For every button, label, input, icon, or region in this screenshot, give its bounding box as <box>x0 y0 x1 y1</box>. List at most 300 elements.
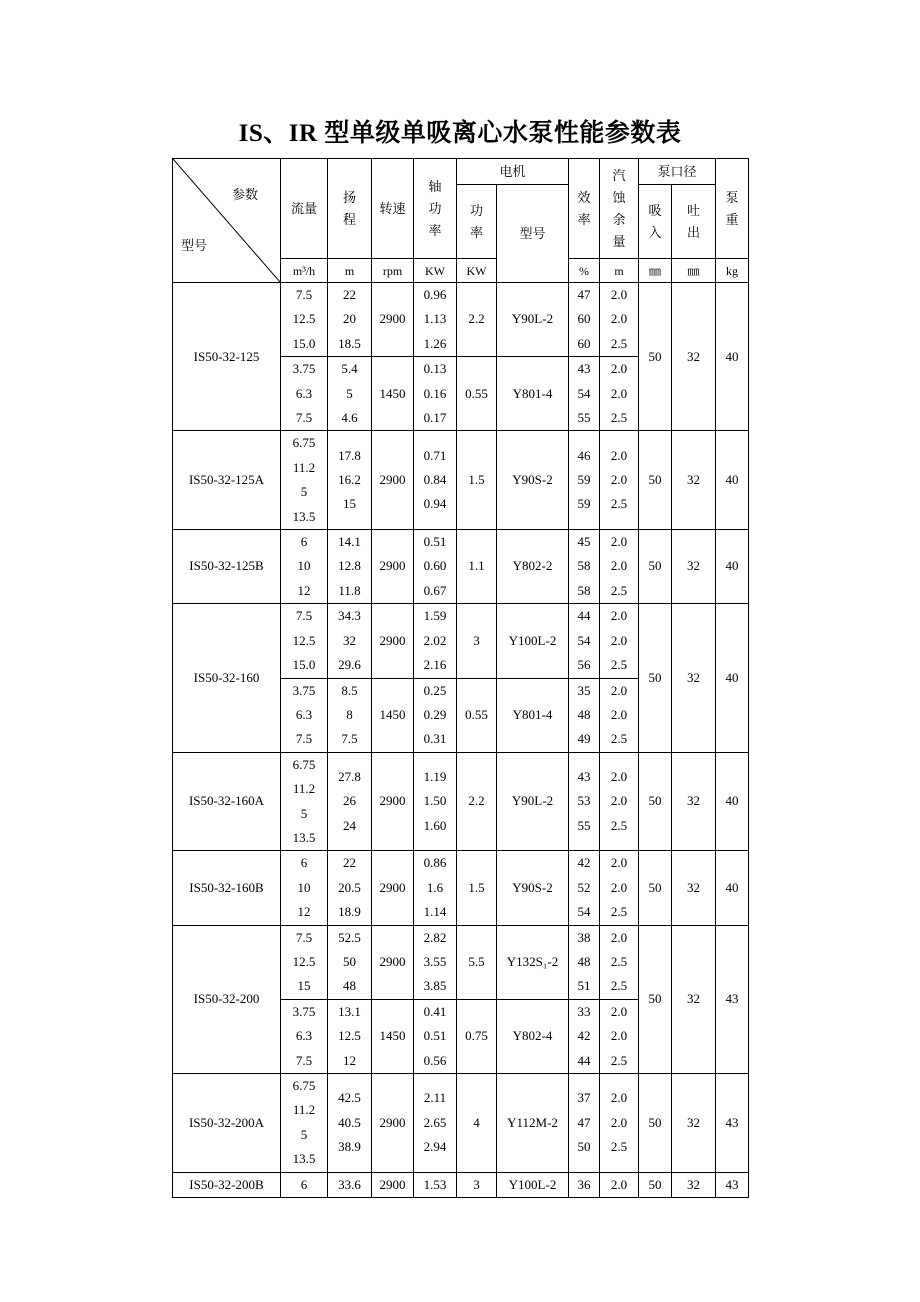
npsh-cell-value: 2.5 <box>610 904 628 920</box>
npsh-cell-value: 2.0 <box>610 682 628 698</box>
npsh-header: 汽 蚀 余 量 <box>600 159 639 259</box>
motor-model-cell: Y90S-2 <box>497 851 569 925</box>
motor-power-cell: 1.5 <box>457 431 497 530</box>
head-cell-value: 34.3 <box>338 608 361 624</box>
head-cell-value: 27.8 <box>338 768 361 784</box>
efficiency-cell <box>569 925 600 999</box>
motor-power-cell: 1.5 <box>457 851 497 925</box>
head-cell-value: 20 <box>343 311 356 327</box>
shaft-power-cell <box>414 604 457 678</box>
head-cell-value: 24 <box>343 817 356 833</box>
speed-header: 转速 <box>372 159 414 259</box>
shaft-power-cell-value: 0.25 <box>423 682 447 698</box>
flow-cell-value: 15.0 <box>292 335 316 351</box>
head-cell-value: 22 <box>343 287 356 302</box>
npsh-cell-value: 2.5 <box>610 335 628 351</box>
flow-cell-value: 12 <box>297 582 311 598</box>
efficiency-cell-value: 48 <box>577 953 591 969</box>
npsh-cell <box>600 925 639 999</box>
head-cell <box>328 1172 372 1197</box>
shaft-power-cell <box>414 1172 457 1197</box>
head-cell <box>328 752 372 851</box>
efficiency-cell-value: 49 <box>577 731 591 747</box>
head-cell-value: 18.5 <box>338 335 361 351</box>
efficiency-cell-value: 55 <box>577 817 591 833</box>
efficiency-cell-value: 43 <box>577 361 591 377</box>
head-cell <box>328 851 372 925</box>
shaft-power-cell-value: 0.13 <box>423 361 447 377</box>
npsh-cell <box>600 283 639 357</box>
flow-cell <box>281 1074 328 1173</box>
efficiency-cell <box>569 357 600 431</box>
npsh-cell-value: 2.0 <box>610 1090 628 1106</box>
motor-model-cell: Y100L-2 <box>497 604 569 678</box>
speed-cell: 2900 <box>372 604 414 678</box>
model-cell: IS50-32-160 <box>173 604 281 752</box>
efficiency-cell-value: 54 <box>577 385 591 401</box>
table-row <box>173 530 749 604</box>
motor-power-cell: 4 <box>457 1074 497 1173</box>
suction-cell: 50 <box>639 530 672 604</box>
weight-cell: 43 <box>716 925 749 1073</box>
efficiency-cell <box>569 678 600 752</box>
motor-power-header: 功 率 <box>457 185 497 259</box>
flow-cell-value: 6.75 <box>292 756 316 772</box>
efficiency-cell-value: 47 <box>577 1114 591 1130</box>
flow-cell-value: 13.5 <box>292 508 316 524</box>
flow-cell-value: 6.3 <box>295 1028 313 1044</box>
motor-model-cell: Y802-2 <box>497 530 569 604</box>
model-cell: IS50-32-200B <box>173 1172 281 1197</box>
shaft-power-cell-value: 2.11 <box>423 1090 447 1106</box>
efficiency-cell-value: 42 <box>577 855 591 871</box>
shaft-power-cell-value: 0.84 <box>423 472 447 488</box>
shaft-power-cell-value: 0.51 <box>423 1028 447 1044</box>
shaft-power-cell-value: 1.14 <box>423 904 447 920</box>
model-cell: IS50-32-200A <box>173 1074 281 1173</box>
motor-model-cell: Y112M-2 <box>497 1074 569 1173</box>
table-row <box>173 925 749 999</box>
shaft-power-cell-value: 0.56 <box>423 1052 447 1068</box>
efficiency-cell-value: 54 <box>577 632 591 648</box>
speed-cell: 2900 <box>372 283 414 357</box>
flow-cell <box>281 851 328 925</box>
shaft-power-cell-value: 0.60 <box>423 558 447 574</box>
shaft-power-cell-value: 1.50 <box>423 793 447 809</box>
table-row <box>173 283 749 357</box>
suction-cell: 50 <box>639 1172 672 1197</box>
flow-cell-value: 10 <box>297 879 311 895</box>
npsh-cell-value: 2.0 <box>610 1003 628 1019</box>
discharge-cell: 32 <box>672 604 716 752</box>
head-cell-value: 48 <box>343 978 356 994</box>
npsh-cell-value: 2.0 <box>610 855 628 871</box>
motor-power-cell: 2.2 <box>457 752 497 851</box>
motor-model-cell: Y801-4 <box>497 357 569 431</box>
weight-cell: 40 <box>716 530 749 604</box>
suction-cell: 50 <box>639 1074 672 1173</box>
weight-cell: 40 <box>716 851 749 925</box>
efficiency-cell-value: 44 <box>577 1052 591 1068</box>
discharge-cell: 32 <box>672 283 716 431</box>
npsh-cell-value: 2.0 <box>610 558 628 574</box>
flow-cell <box>281 357 328 431</box>
shaft-power-header: 轴 功 率 <box>414 159 457 259</box>
speed-cell: 2900 <box>372 1074 414 1173</box>
speed-cell: 2900 <box>372 1172 414 1197</box>
speed-cell: 2900 <box>372 851 414 925</box>
shaft-power-cell-value: 0.17 <box>423 410 447 426</box>
flow-cell <box>281 1172 328 1197</box>
head-cell-value: 12 <box>343 1052 356 1068</box>
efficiency-cell <box>569 752 600 851</box>
head-cell-value: 50 <box>343 953 356 969</box>
npsh-cell-value: 2.5 <box>610 657 628 673</box>
head-cell-value: 42.5 <box>338 1090 361 1106</box>
shaft-power-cell-value: 1.59 <box>423 608 447 624</box>
flow-cell-value: 6.3 <box>295 706 313 722</box>
efficiency-cell <box>569 283 600 357</box>
discharge-cell: 32 <box>672 431 716 530</box>
unit-discharge: ㎜ <box>672 259 716 283</box>
speed-cell: 2900 <box>372 530 414 604</box>
efficiency-cell-value: 37 <box>577 1090 591 1106</box>
head-cell-value: 8 <box>346 706 353 722</box>
npsh-cell-value: 2.0 <box>610 361 628 377</box>
npsh-cell-value: 2.0 <box>610 311 628 327</box>
efficiency-cell <box>569 604 600 678</box>
discharge-cell: 32 <box>672 530 716 604</box>
efficiency-cell-value: 60 <box>577 335 591 351</box>
table-row <box>173 752 749 851</box>
shaft-power-cell <box>414 851 457 925</box>
npsh-cell <box>600 1172 639 1197</box>
head-cell-value: 13.1 <box>338 1003 361 1019</box>
efficiency-cell-value: 50 <box>577 1139 591 1155</box>
head-cell-value: 16.2 <box>338 472 361 488</box>
shaft-power-cell-value: 1.26 <box>423 335 447 351</box>
efficiency-cell <box>569 1074 600 1173</box>
efficiency-cell-value: 43 <box>577 768 591 784</box>
head-cell-value: 8.5 <box>341 682 358 698</box>
unit-flow: m³/h <box>281 259 328 283</box>
shaft-power-cell-value: 0.16 <box>423 385 447 401</box>
shaft-power-cell-value: 2.65 <box>423 1114 447 1130</box>
npsh-cell-value: 2.0 <box>610 385 628 401</box>
model-cell: IS50-32-125 <box>173 283 281 431</box>
model-cell: IS50-32-125A <box>173 431 281 530</box>
shaft-power-cell-value: 3.85 <box>423 978 447 994</box>
shaft-power-cell-value: 1.53 <box>423 1176 447 1192</box>
shaft-power-cell-value: 0.86 <box>423 855 447 871</box>
table-row <box>173 851 749 925</box>
discharge-cell: 32 <box>672 752 716 851</box>
shaft-power-cell-value: 1.60 <box>423 817 447 833</box>
flow-cell-value: 15.0 <box>292 657 316 673</box>
flow-cell-value: 11.2 <box>292 459 316 475</box>
shaft-power-cell <box>414 357 457 431</box>
npsh-cell-value: 2.5 <box>610 496 628 512</box>
suction-cell: 50 <box>639 431 672 530</box>
speed-cell: 1450 <box>372 357 414 431</box>
discharge-cell: 32 <box>672 851 716 925</box>
flow-cell <box>281 678 328 752</box>
flow-cell <box>281 604 328 678</box>
shaft-power-cell-value: 2.94 <box>423 1139 447 1155</box>
efficiency-cell-value: 58 <box>577 558 591 574</box>
efficiency-cell-value: 53 <box>577 793 591 809</box>
shaft-power-cell <box>414 999 457 1073</box>
weight-cell: 43 <box>716 1172 749 1197</box>
npsh-cell-value: 2.0 <box>610 534 628 550</box>
npsh-cell-value: 2.0 <box>610 879 628 895</box>
flow-cell-value: 13.5 <box>292 1151 316 1167</box>
flow-cell-value: 6.75 <box>292 1078 316 1093</box>
head-cell-value: 7.5 <box>341 731 358 747</box>
head-cell-value: 40.5 <box>338 1114 361 1130</box>
model-cell: IS50-32-125B <box>173 530 281 604</box>
unit-weight: kg <box>716 259 749 283</box>
head-cell-value: 5.4 <box>341 361 358 377</box>
shaft-power-cell <box>414 1074 457 1173</box>
npsh-cell-value: 2.0 <box>610 1176 628 1192</box>
flow-cell-value: 6 <box>300 534 308 550</box>
npsh-cell-value: 2.5 <box>610 410 628 426</box>
motor-power-cell: 1.1 <box>457 530 497 604</box>
head-cell-value: 11.8 <box>338 582 361 598</box>
unit-speed: rpm <box>372 259 414 283</box>
efficiency-cell <box>569 530 600 604</box>
model-label: 型号 <box>181 238 208 253</box>
npsh-cell <box>600 1074 639 1173</box>
flow-cell-value: 12.5 <box>292 953 316 969</box>
head-cell-value: 4.6 <box>341 410 358 426</box>
head-cell-value: 5 <box>346 385 353 401</box>
motor-power-cell: 0.55 <box>457 678 497 752</box>
shaft-power-cell <box>414 925 457 999</box>
speed-cell: 2900 <box>372 752 414 851</box>
efficiency-cell-value: 36 <box>577 1176 591 1192</box>
motor-model-cell: Y90L-2 <box>497 752 569 851</box>
shaft-power-cell-value: 0.94 <box>423 496 447 512</box>
head-cell-value: 26 <box>343 793 356 809</box>
efficiency-cell-value: 45 <box>577 534 591 550</box>
head-cell-value: 22 <box>343 855 356 871</box>
npsh-cell-value: 2.5 <box>610 1139 628 1155</box>
discharge-header: 吐 出 <box>672 185 716 259</box>
efficiency-cell-value: 44 <box>577 608 591 624</box>
motor-power-cell: 5.5 <box>457 925 497 999</box>
param-model-header <box>173 159 281 283</box>
motor-power-cell: 0.75 <box>457 999 497 1073</box>
discharge-cell: 32 <box>672 925 716 1073</box>
flow-cell <box>281 431 328 530</box>
discharge-cell: 32 <box>672 1074 716 1173</box>
suction-cell: 50 <box>639 604 672 752</box>
motor-power-cell: 0.55 <box>457 357 497 431</box>
efficiency-cell-value: 48 <box>577 706 591 722</box>
flow-cell <box>281 999 328 1073</box>
suction-header: 吸 入 <box>639 185 672 259</box>
motor-model-cell: Y132S₁-2 <box>497 925 569 999</box>
flow-cell-value: 12 <box>297 904 311 920</box>
npsh-cell <box>600 530 639 604</box>
table-row <box>173 1074 749 1173</box>
flow-cell-value: 7.5 <box>295 608 313 624</box>
shaft-power-cell <box>414 283 457 357</box>
npsh-cell-value: 2.0 <box>610 447 628 463</box>
speed-cell: 1450 <box>372 678 414 752</box>
head-cell-value: 32 <box>343 632 356 648</box>
flow-cell-value: 7.5 <box>295 410 313 426</box>
head-cell <box>328 357 372 431</box>
shaft-power-cell-value: 3.55 <box>423 953 447 969</box>
flow-cell-value: 6 <box>300 855 308 871</box>
npsh-cell <box>600 752 639 851</box>
flow-cell <box>281 283 328 357</box>
head-cell <box>328 604 372 678</box>
npsh-cell-value: 2.0 <box>610 287 628 302</box>
table-row <box>173 604 749 678</box>
npsh-cell <box>600 357 639 431</box>
npsh-cell-value: 2.0 <box>610 1114 628 1130</box>
npsh-cell-value: 2.5 <box>610 978 628 994</box>
weight-cell: 40 <box>716 283 749 431</box>
speed-cell: 1450 <box>372 999 414 1073</box>
efficiency-cell-value: 54 <box>577 904 591 920</box>
npsh-cell <box>600 431 639 530</box>
weight-cell: 40 <box>716 431 749 530</box>
weight-cell: 40 <box>716 604 749 752</box>
motor-model-cell: Y802-4 <box>497 999 569 1073</box>
flow-cell-value: 5 <box>300 805 308 821</box>
head-header: 扬 程 <box>328 159 372 259</box>
motor-model-cell: Y90S-2 <box>497 431 569 530</box>
shaft-power-cell-value: 2.16 <box>423 657 447 673</box>
model-cell: IS50-32-200 <box>173 925 281 1073</box>
flow-cell-value: 11.2 <box>292 781 316 797</box>
flow-cell-value: 3.75 <box>292 682 316 698</box>
flow-cell-value: 7.5 <box>295 287 313 302</box>
unit-head: m <box>328 259 372 283</box>
shaft-power-cell-value: 1.13 <box>423 311 447 327</box>
unit-efficiency: % <box>569 259 600 283</box>
npsh-cell-value: 2.0 <box>610 768 628 784</box>
pump-port-header: 泵口径 <box>639 159 716 185</box>
shaft-power-cell <box>414 431 457 530</box>
flow-header: 流量 <box>281 159 328 259</box>
unit-npsh: m <box>600 259 639 283</box>
motor-power-cell: 3 <box>457 604 497 678</box>
flow-cell-value: 15 <box>297 978 311 994</box>
shaft-power-cell-value: 0.31 <box>423 731 447 747</box>
shaft-power-cell-value: 0.71 <box>423 447 447 463</box>
unit-motor-power: KW <box>457 259 497 283</box>
head-cell <box>328 283 372 357</box>
efficiency-cell-value: 60 <box>577 311 591 327</box>
head-cell-value: 20.5 <box>338 879 361 895</box>
npsh-cell <box>600 678 639 752</box>
head-cell <box>328 678 372 752</box>
flow-cell <box>281 752 328 851</box>
unit-suction: ㎜ <box>639 259 672 283</box>
head-cell-value: 12.8 <box>338 558 361 574</box>
speed-cell: 2900 <box>372 431 414 530</box>
head-cell-value: 15 <box>343 496 356 512</box>
motor-model-cell: Y90L-2 <box>497 283 569 357</box>
head-cell-value: 17.8 <box>338 447 361 463</box>
weight-cell: 43 <box>716 1074 749 1173</box>
efficiency-cell-value: 42 <box>577 1028 591 1044</box>
shaft-power-cell-value: 0.29 <box>423 706 447 722</box>
flow-cell-value: 10 <box>297 558 311 574</box>
speed-cell: 2900 <box>372 925 414 999</box>
flow-cell-value: 7.5 <box>295 731 313 747</box>
efficiency-cell-value: 46 <box>577 447 591 463</box>
npsh-cell-value: 2.0 <box>610 472 628 488</box>
head-cell-value: 14.1 <box>338 534 361 550</box>
motor-power-cell: 2.2 <box>457 283 497 357</box>
table-row <box>173 431 749 530</box>
shaft-power-cell-value: 0.67 <box>423 582 447 598</box>
flow-cell-value: 6.3 <box>295 385 313 401</box>
suction-cell: 50 <box>639 283 672 431</box>
efficiency-cell-value: 52 <box>577 879 591 895</box>
shaft-power-cell-value: 0.41 <box>423 1003 447 1019</box>
flow-cell-value: 6 <box>300 1176 308 1192</box>
npsh-cell <box>600 851 639 925</box>
head-cell-value: 29.6 <box>338 657 361 673</box>
suction-cell: 50 <box>639 925 672 1073</box>
npsh-cell-value: 2.0 <box>610 929 628 945</box>
table-row <box>173 1172 749 1197</box>
flow-cell-value: 3.75 <box>292 361 316 377</box>
efficiency-cell <box>569 999 600 1073</box>
flow-cell-value: 12.5 <box>292 311 316 327</box>
diagonal-line <box>173 159 280 282</box>
head-cell-value: 38.9 <box>338 1139 361 1155</box>
suction-cell: 50 <box>639 851 672 925</box>
npsh-cell-value: 2.5 <box>610 817 628 833</box>
motor-model-header: 型号 <box>497 185 569 283</box>
npsh-cell-value: 2.5 <box>610 1052 628 1068</box>
head-cell-value: 12.5 <box>338 1028 361 1044</box>
flow-cell-value: 5 <box>300 1126 308 1142</box>
head-cell-value: 18.9 <box>338 904 361 920</box>
head-cell-value: 52.5 <box>338 929 361 945</box>
shaft-power-cell-value: 2.82 <box>423 929 447 945</box>
efficiency-cell-value: 47 <box>577 287 591 302</box>
flow-cell-value: 7.5 <box>295 1052 313 1068</box>
flow-cell-value: 11.2 <box>292 1102 316 1118</box>
shaft-power-cell-value: 0.96 <box>423 287 447 302</box>
efficiency-cell <box>569 431 600 530</box>
param-label: 参数 <box>231 187 258 202</box>
head-cell-value: 33.6 <box>338 1176 361 1192</box>
page-title: IS、IR 型单级单吸离心水泵性能参数表 <box>238 120 682 147</box>
efficiency-cell-value: 59 <box>577 496 591 512</box>
pump-parameter-table <box>172 158 749 1198</box>
flow-cell <box>281 530 328 604</box>
efficiency-cell-value: 51 <box>577 978 591 994</box>
efficiency-cell-value: 35 <box>577 682 591 698</box>
flow-cell-value: 7.5 <box>295 929 313 945</box>
flow-cell-value: 12.5 <box>292 632 316 648</box>
head-cell <box>328 999 372 1073</box>
head-cell <box>328 1074 372 1173</box>
efficiency-header: 效 率 <box>569 159 600 259</box>
head-cell <box>328 530 372 604</box>
